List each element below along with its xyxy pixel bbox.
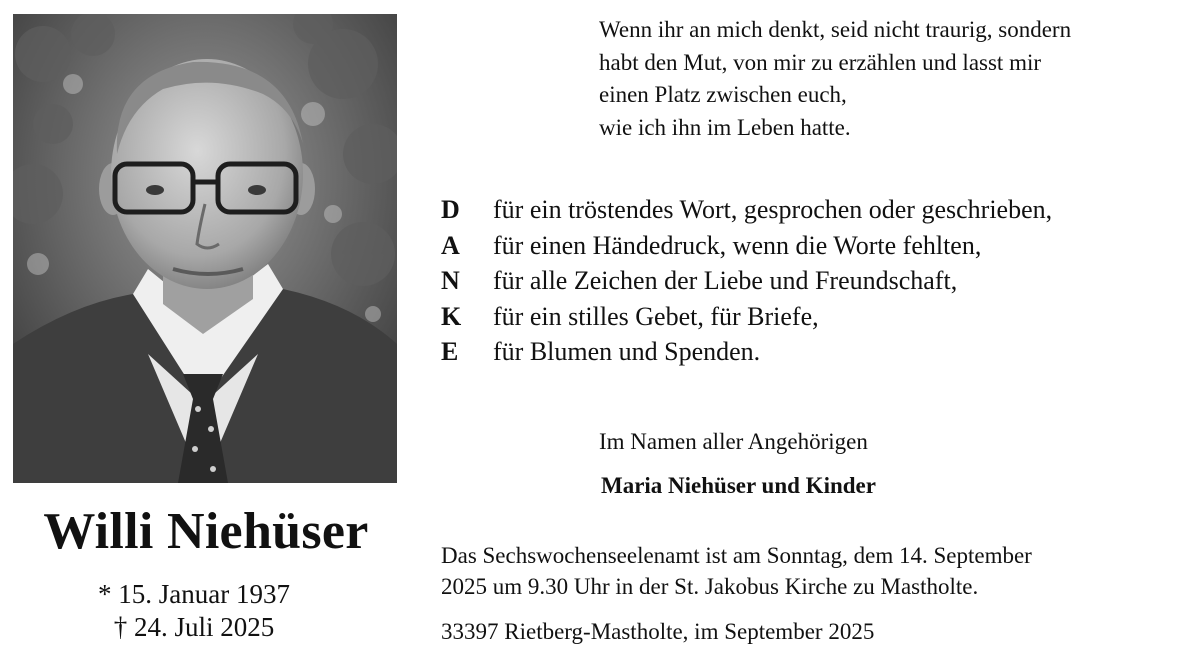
- mass-line: Das Sechswochenseelenamt ist am Sonntag, dem 14. September: [441, 543, 1032, 568]
- signature-intro: Im Namen aller Angehörigen: [599, 429, 868, 454]
- poem-line: einen Platz zwischen euch,: [599, 82, 847, 107]
- danke-letter: N: [441, 266, 460, 295]
- signature-names: Maria Niehüser und Kinder: [601, 473, 876, 498]
- danke-letter: D: [441, 195, 460, 224]
- mass-notice: [441, 540, 1197, 602]
- danke-text: für alle Zeichen der Liebe und Freundschaft,: [493, 266, 958, 295]
- danke-text: für ein stilles Gebet, für Briefe,: [493, 301, 819, 331]
- danke-letter: K: [441, 301, 462, 331]
- portrait-icon: [13, 14, 397, 483]
- danke-row: [441, 192, 1196, 228]
- danke-row: [441, 334, 1196, 370]
- place-date: 33397 Rietberg-Mastholte, im September 2025: [441, 619, 875, 644]
- poem-line: habt den Mut, von mir zu erzählen und lasst mir: [599, 49, 1042, 75]
- danke-row: [441, 299, 1196, 335]
- danke-row: [441, 228, 1196, 264]
- danke-text: für Blumen und Spenden.: [493, 337, 761, 366]
- poem-line: wie ich ihn im Leben hatte.: [599, 114, 851, 140]
- birth-date: * 15. Januar 1937: [98, 579, 290, 609]
- danke-letter: A: [441, 230, 460, 260]
- danke-acrostic: [441, 192, 1196, 370]
- deceased-name: Willi Niehüser: [43, 503, 369, 560]
- danke-text: für einen Händedruck, wenn die Worte fehlten,: [493, 230, 982, 260]
- portrait-photo: [13, 14, 397, 483]
- danke-letter: E: [441, 337, 459, 366]
- death-date: † 24. Juli 2025: [113, 612, 275, 642]
- memorial-poem: [599, 14, 1194, 144]
- poem-line: Wenn ihr an mich denkt, seid nicht traurig, sondern: [599, 17, 1072, 42]
- danke-row: [441, 263, 1196, 299]
- danke-text: für ein tröstendes Wort, gesprochen oder geschrieben,: [493, 195, 1053, 224]
- life-dates: [0, 578, 388, 644]
- mass-line: 2025 um 9.30 Uhr in der St. Jakobus Kirche zu Mastholte.: [441, 574, 979, 599]
